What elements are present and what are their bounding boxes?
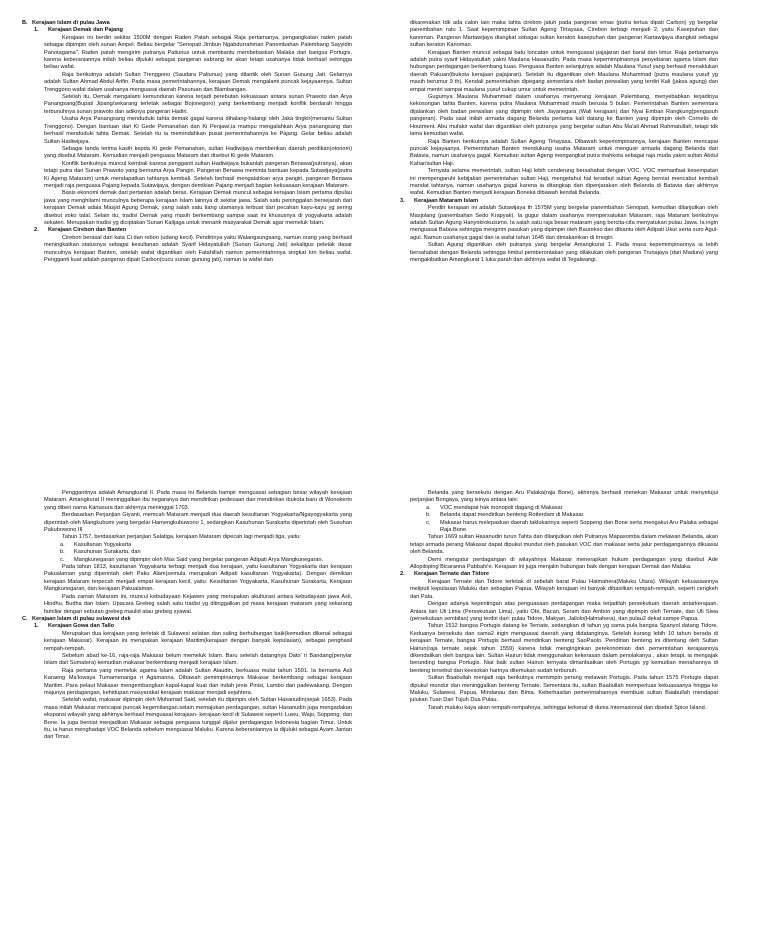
- paragraph: Belanda yang bersekutu dengan Aru Palaka(raja Bone), akhirnya berhasil menekan Makasar untuk menyetujui perjanjian Bongaya, yang isinya antara lain:: [410, 490, 718, 504]
- paragraph: Setelah itu, Demak mengalami kemunduran karena terjadi perebutan kekuasaan antara sunan Prawoto dan Arya Panangsang(Bupati Jipang/sekarang terletak sebagai Bojonegoro) yang berkembang menjadi konflik berdarah hingga terbunuhnya sunan prawoto dan adiknya pangeran Hadiri.: [44, 94, 352, 115]
- paragraph: Penggantinya adalah Amangkurat II. Pada masa ini Belanda hampir menguasai sebagian besar wilayah kerajaan Mataram. Amangkurat II meninggalkan ibu negaranya dan mendirikan pedesaan dan mendirikan ibukota baru di Wonokerto yang diberi nama Kartasura dan akhirnya meninggal 1703.: [44, 490, 352, 511]
- column-left: [22, 20, 352, 456]
- column-left: [22, 490, 352, 926]
- paragraph: Pada zaman Mataram ini, muncul kebudayaan Kejawen yang merupakan akulturasi antara kebudayaan jawa Asli, Hindhu, Budha dan Islam. Upacara Grebeg salah satu tradisi yg ditinggalkan pd masa kerajaan mataram yang sekarang familiar dengan sebutan grebeg maulid atau grebeg syawal.: [44, 593, 352, 615]
- heading-text: Kerajaan Islam di pulau sulawesi dsk: [32, 615, 131, 622]
- subsection-heading: [388, 198, 718, 205]
- column-right: [388, 20, 718, 456]
- paragraph: Ternyata selama memerintah, sultan Haji lebih cenderung bersahabat dengan VOC. VOC memanfaat kesempatan ini mempengaruhi kebijakan pemerintahan sultan Haji, mengetahui hal tersebut sultan Ageng berniat mencabut kembali mandat tahtanya, namun usahanya gagal karena ia ditangkap dan dipenjarakan oleh Belanda di Batavia dan akhirnya wafat. Kemudian Banten menjadi kerajaan Boneka dibawah kendali Belanda.: [410, 168, 718, 197]
- list-item-text: Mangkunegaran yang dipimpin oleh Mas Said yang bergelar pangeran Adipati Arya Mangkunegaran.: [74, 556, 324, 563]
- paragraph: Kerajaan Ternate dan Tidore terletak di sebelah barat Pulau Halmahera(Maluku Utara). Wilayah kekuasaannya meliputi kepulauan Maluku dan sebagian Papua. Wilayah kerajaan ini banyak dihasilkan rempah-rempah, seperti cengkeh dan Pala.: [410, 578, 718, 600]
- paragraph: Sultan Agung digantikan oleh putranya yang bergelar Amangkurat 1. Pada masa kepemimpinannya ia lebih bersahabat dengan Belanda sehingga timbul pemberontakan yang dilakukan oleh pangeran Trunajaya (dari Madura) yang mengakibatkan Amangkurat 1 luka parah dan akhirnya wafat di Tegalwangi.: [410, 242, 718, 263]
- section-heading: [22, 20, 352, 27]
- paragraph: Demi mengatur perdagangan di wilayahnya Makasar menerapkan hukum perdagangan yang disebut Ade Allopiloping Bicaranna Pabbahi'e. Kerajaan ini juga menjalin hubungan baik dengan kerajaan Demak dan Malaka.: [410, 556, 718, 571]
- list-item: [60, 549, 352, 556]
- list-marker: c.: [426, 519, 431, 526]
- heading-number: C.: [22, 615, 28, 622]
- paragraph: dikarenakan tdk ada calon lain maka tahta cirebon jatuh pada pangeran emas (putra tertua dipati Carbon) yg bergelar panembahan ratu 1. Saat kepemimpinan Sultan Ageng Tirtayasa, Cirebon terbagi menjadi 2, yaitu Kasepuhan dan kanoman. Pangeran Martawijaya diangkat sebagai sultan keraton kasepuhan dan pangeran Kartawijaya diangkat sebagai sultan keraton Kanoman.: [410, 20, 718, 49]
- paragraph: Raja Banten berikutnya adalah Sultan Ageng Tirtayasa. Dibawah kepemimpinannya, kerajaan Banten mencapai puncak kejayaanya. Pemerintahan Banten mendukung usaha Mataram untuk mengusir armada dagang Belanda dari Batavia, namun usahanya gagal. Kemudian sultan Ageng mengangkat putra mahkota sebagai raja muda yakni sultan Abdul Kahar/sultan Haji.: [410, 138, 718, 167]
- paragraph: Merupakan dua kerajaan yang terletak di Sulawesi selatan dan saling berhubungan baik(kemudian dikenal sebagai kerajaan Makasar). Kerajaan ini merupakan kerajaan Maritim(kerajaan dengan banyak kepulauan), sebagai penghasil rempah-rempah.: [44, 630, 352, 652]
- heading-number: 2.: [34, 227, 39, 234]
- list-marker: c.: [60, 556, 65, 563]
- subsection-heading: [22, 227, 352, 234]
- list-item-text: Belanda dapat mendirikan benteng Rotterdam di Makasar.: [440, 512, 585, 519]
- paragraph: Raja pertama yang memeluk agama Islam adalah Sultan Alaudin, berkuasa mulai tahun 1591. Ia bernama Asli Karaeng Ma'towaya Tumamenanga ri Agamanna. Dibawah pemimpinannya Makasar berkembang sebagai kerajaan Maritim. Para pelaut Makasar mengembangkan kapal-kapal kuat dan indah jenis Pinisi, Lambo dan padewakang. Dengan majunya perdagangan, kehidupan masyarakat kerajaan makasar menjadi sejahtera.: [44, 667, 352, 696]
- list-item: [60, 541, 352, 549]
- paragraph: Tahun 1512 bangsa Portugis datang ke Ternate, sedangkan di tahun yg sama pula bangsa Spanyol datang Tidore. Keduanya bersekutu dan sama2 ingin menguasai daerah yang didatanginya. Setelah kurang lebih 10 tahun berada di kerajaan Ternate, bangsa Portugis berhasil mendirikan benteng SaoPaolo. Pendirian benteng ini ditentang oleh Sultan Hairun(raja ternate sejak tahun 1559) karena tidak menginginkan perekonomian dan pemerintahan kerajaannya dikendalikan oleh bangsa lain. Sultan Hairun tidak menggunakan kekerasan dalam penolakanya , akan tetapi, ia mengajak berunding bangsa Portugis. Niat baik sultan Hairun ternyata dimanfaatkan oleh Portugis yg kemudian menahannya di benteng tersebut dan keesokan harinya ditemukan sudah terbunuh.: [410, 623, 718, 674]
- heading-text: Kerajaan Cirebon dan Banten: [48, 227, 127, 234]
- paragraph: Kerajaan Banten muncul sebagai batu loncatan untuk menguasai pajajaran dari barat dan timur. Raja pertamanya adalah putra syarif Hidayatullah yakni Maulana Hasanudin. Pada masa kepemimpinannya penyebaran agama Islam dan hubungan perdagangan berkembang kuas. Penguasa Banten selanjutnya adalah Maulana Yusuf yang berhasil menaklukan daerah Pakuan(ibukota kerajaan pajajaran). Setelah itu digantikan oleh Maulana Muhammad (putra maulana yusuf yg masih berumur 9 th). Kendali pemerintahan dipegang sementara oleh badan perwalian yang terdiri Kali (jaksa agung) dan empat mentri sampai maulana yusuf cukup umur untuk memerintah.: [410, 49, 718, 93]
- paragraph: Usaha Arya Panangsang menduduki tahta demak gagal karena dihalang-halangi oleh Jaka tingkir(menantu Sultan Trenggono). Dengan bantuan dari Ki Gede Pemanahan dan Ki Penjawi,ia mampu mengalahkan Arya panangsang dan berhasil menduduki tahta Demak. Setelah itu ia memindahkan pusat pemerintahannya ke Pajang. Gelar beliau adalah Sultan Hadiwijaya.: [44, 116, 352, 145]
- paragraph: Raja berikutnya adalah Sultan Trenggono (Saudara Patiunus) yang dilantik oleh Sunan Gunung Jati. Gelarnya adalah Sultan Ahmad Abdul Arifin. Pada masa pemerintahannya, kerajaan Demak mengalami puncak kejayaannya. Sultan Trenggono wafat dalam usahanya menguasai daerah Pasuruan dan Blambangan.: [44, 71, 352, 93]
- heading-number: B.: [22, 20, 28, 26]
- paragraph: Dengan adanya kepentingan atas penguasaan perdagangan maka terjadilah persekutuan daerah antarkerajaan. Antara lain Uli Lima (Persekutuan Lima), yaitu Obi, Bacan, Seram dan Ambon yang dipimpin oleh Ternate, dan Uli Siwa (persekutuan sembilan) yang terdiri dari: pulau Tidore, Makyan, Jailolo(Halmahera), dan pulau2 dekat sampe Papua.: [410, 601, 718, 622]
- heading-text: Kerajaan Demak dan Pajang: [48, 27, 123, 34]
- list-item-text: Kasuhunan Surakarta, dan: [74, 549, 141, 556]
- list-marker: b.: [426, 512, 431, 519]
- paragraph: Berdasarkan Perjanjian Giyanti, memcah Mataram menjadi dua daerah kesultanan Yogyakarta/Ngayogyakarta yang diperintah oleh Mangkubumi yang bergelar Hamengkubuwono 1, sedangkan Kasuhunan Surakarta diperintah oleh Susuhan Pakubowono III: [44, 512, 352, 534]
- lettered-list: [22, 542, 352, 564]
- paragraph: Pendiri kerajaan ini adalah Sutawijaya th 1575M yang bergelar panembahan Senopati, kemudian dilanjutkan oleh Masjolang (panembahan Sedo Krapyak). Ia gugur dalam usahanya mempersatukan Mataram, raja Mataram berikutnya adalah Sultan Agung Hanyokrokusumo. Ia salah satu raja besar mataram yang bercita-cita menyatukan pulau Jawa. Ia ingin menguasai Batavia sehingga mengirim pasukan yang dipimpin oleh Baurekso dan dibantu oleh Adipati Ukur serta suro Agul-agul. Namun usahanya gagal dan ia wafat tahun 1645 dan dimakamkan di Imogiri.: [410, 205, 718, 241]
- list-marker: b.: [60, 549, 65, 556]
- paragraph: Tahun 1669 sultan Hasanudin turun Tahta dan dilanjutkan oleh Putranya Mapasomba dalam melawan Belanda, akan tetapi armada perang Makasar dapat dipukul mundur oleh pasukan VOC dan makasar serta jalur perdagangannya dikuasai oleh Belanda.: [410, 534, 718, 556]
- list-item-text: VOC mendapat hak monopoli dagang di Makasar: [440, 504, 563, 511]
- heading-number: 1.: [34, 27, 39, 34]
- list-item: [426, 519, 718, 535]
- heading-number: 3.: [400, 197, 405, 204]
- heading-text: Kerajaan Ternate dan Tidore: [414, 571, 490, 578]
- page-bottom: [0, 466, 768, 932]
- lettered-list: [388, 505, 718, 535]
- paragraph: Pada tahun 1813, kasultanan Yogyakarta terbagi menjadi dua kerajaan, yaitu kasultanan Yogyakarta dan kerajaan Pakualaman yang diperintah oleh Paku Alam(semula merupakan Adipati kasultanan Yogyakarta). Dengan demikian kerajaan Mataram terpecah menjadi empat kerajaan kecil, yaitu: Kesultanan Yogyakarta, Kasuhunan Surakarta, Kerajaan Mangkunegaran, dan kerajaan Pakualaman.: [44, 564, 352, 593]
- list-item-text: Makasar harus melepaskan daerah taklukannya seperti Soppeng dan Bone serta mengakui Aru Palaka sebagai Raja Bone.: [440, 519, 718, 534]
- paragraph: Setelah wafat, makasar dipimpin oleh Muhamad Said, setelah itu dipimpin oleh Sultan Hasanudin(sejak 1653). Pada masa inilah Makasar mencapai puncak kegemilangan.selain memajukan perdagangan, sultan Hasanudin juga mengadakan ekspansi wilayah yang akhirnya berhasil menguasai kerajaan- kerajaan kecil di Sulawesi seperti: Luwu, Wajo, Soppeng, dan Bone. Ia juga berniat menjadikan Makasar sebagai penguasa tunggal dijalur perdagangan Indonesia bagian Timur. Untuk itu, ia harus menghadapi VOC Belanda sebelum menguasai Maluku. Karena keberaniannya ia dijuluki sebagai Ayam Jantan dari Timur.: [44, 697, 352, 741]
- paragraph: Sebagai tanda terima kasih kepda Ki gede Pemanahan, sultan Hadiwijaya memberikan daerah perdikan(otonom) yang disebut Mataram. Kemudian menjadi penguasa Mataram dan disebut Ki gede Mataram.: [44, 145, 352, 160]
- heading-text: Kerajaan Islam di pulau Jawa: [32, 20, 110, 26]
- heading-number: 1.: [34, 623, 39, 630]
- subsection-heading: [22, 623, 352, 630]
- paragraph: Sultan Baabullah menjadi raja berikutnya memimpin perang melawan Portugis. Pada tahun 1575 Portugis dapat dipukul mundur dan meninggalkan benteng Ternate. Sementara itu, sultan Baabullah memperluas kekuasaanya hingga ke Maluku, Sulawesi, Papua, Mindanau dan Bima. Keberhasilan pemerintahannya membuat sultan Baabullah mendapat julukan Tuan Dari Tujuh Dua Pulau.: [410, 675, 718, 704]
- subsection-heading: [22, 27, 352, 34]
- list-item: [60, 556, 352, 564]
- section-heading: [22, 616, 352, 623]
- subsection-heading: [388, 571, 718, 578]
- heading-number: 2.: [400, 571, 405, 578]
- list-item: [426, 512, 718, 519]
- paragraph: Cirebon berasal dari kata Ci dan rebon (udang kecil). Pendirinya yaitu Walangsungsang, namun orang yang berhasil meningkatkan statusnya sebagai kesultanan adalah Syarif Hidayatullah (Sunan Gunung Jati) sekaligus peletak dasar munculnya kerajaan Banten, setelah wafat digantikan oleh Fatahillah namun pemerintahnnya singkat krn beliau wafat. Pengganti kuat adalah pangeran dipati Carbon(cucu sunan gunung jati), namun ia wafat dan: [44, 234, 352, 263]
- paragraph: Kerajaan ini berdiri sekitar 1500M dengan Raden Patah sebagai Raja pertamanya, pengangkatan raden patah sebagai dipimpin oleh sunan Ampel. Beliau bergelar "Senopati Jimbun Ngabdurrahman Panembahan Palembang Sayyidin Panotagama". Raden patah mengirim putranya Patiunus untuk membantu membebaskan Malaka dari bangsa Portugis, karena keberaniannya inilah beliau dijuluki sebagai pangeran sabrang lor akan tetapi usahanya tidak berhasil sehingga beliau wafat.: [44, 34, 352, 71]
- paragraph: Gugurnya Maulana Muhammad dalam usahanya menyerang kerajaan Palembang, menyebabkan terjadinya kekosongan tahta Banten, karena putra Maulana Muhammad masih berusia 5 bulan. Pemerintahan Banten sementara dijalankan oleh badan perwalian yang dipimpin oleh Jayanegara (Wali kerajaan) dan Nyai Emban Rangkung(pengasuh pangeran). Pada saat inilah armada dagang Belanda pertama kali datang ke Banten yang dipimpin oleh Cornelis de Houtment. Abu mufakir wafat dan digantikan oleh putranya yang bergelar sultan Abu Ma'ali Ahmad Rahmatullah, tetapi tdk lama kemudian wafat.: [410, 94, 718, 138]
- paragraph: Sebelum abad ke-16, raja-raja Makasar belum memeluk Islam. Baru setelah datangnya Dato' ri Bandang(penyiar Islam dari Sumatera) kemudian makasar berkembang menjadi kerajaan Islam.: [44, 652, 352, 667]
- paragraph: Tahun 1757, berdasarkan perjanjian Salatiga, kerajaan Mataram dipecah lagi menjadi tiga, yaitu:: [62, 534, 301, 541]
- list-marker: a.: [426, 504, 431, 511]
- list-item-text: Kasultanan Yogyakarta: [74, 541, 132, 548]
- paragraph: Basis ekonomi demak dari pertanian adalah beras. Kerajaan Demak muncul sebagai kerajaan Islam pertama dipulau jawa yang menghilami munculnya beberapa kerajaan Islam lainnya di sekitar jawa. Salah satu peninggalan bersejarah dari kerajaan Demak adala Masjid Agung Demak, yang salah satu tiang utamanya terbuat dari pecahan kayu-kayu yg sering disebut soko tatal. Selain itu, tradisi Demak yang masih berkembang sampai saat ini khususnya di yogyakarta adalah sekaten. Merupakan tradisi yg diciptakan Sunan Kalijaga untuk menarik masyarakat Demak agar memeluk Islam.: [44, 190, 352, 226]
- paragraph: Tanah maluku kaya akan rempah-rempahnya, sehingga terkenal di dunia Internasional dan disebut Spice Island.: [428, 704, 707, 711]
- list-item: [426, 504, 718, 512]
- heading-text: Kerajaan Gowa dan Tallo: [48, 623, 115, 630]
- list-marker: a.: [60, 541, 65, 548]
- column-right: [388, 490, 718, 926]
- paragraph: Konflik berikutnya muncul kembali karena pengganti sultan Hadiwijaya bukanlah pangeran Benawa(putranya), akan tetapi putra dari Sunan Prawoto yang bernama Arya Pangiri. Pangeran Benawa meminta bantuan kepada Sutawijaya(putra Ki Ageng Mataram) untuk mendapatkan tahtanya kembali. Setelah berhasil mengalahkan arya pangiri, pangeran Benawa menjadi raja penguasa Pajang kepada Sutawijaya, dengan demikian Pajang menjadi bagian kekuasaan kerajaan Mataram.: [44, 160, 352, 189]
- heading-text: Kerajaan Mataram Islam: [414, 197, 479, 204]
